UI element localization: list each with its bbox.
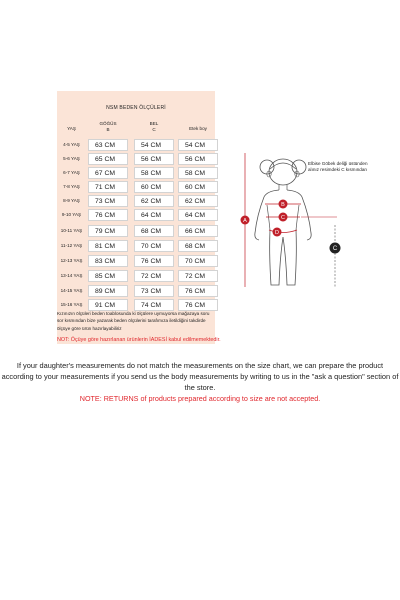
row-age: 11-12 YAŞ bbox=[60, 243, 83, 248]
row-chest: 83 CM bbox=[88, 255, 128, 267]
row-waist: 54 CM bbox=[134, 139, 174, 151]
row-chest: 63 CM bbox=[88, 139, 128, 151]
size-chart-title: NSM BEDEN ÖLÇÜLERİ bbox=[106, 105, 166, 111]
row-waist: 73 CM bbox=[134, 285, 174, 297]
row-waist: 72 CM bbox=[134, 270, 174, 282]
row-length: 68 CM bbox=[178, 240, 218, 252]
row-waist: 60 CM bbox=[134, 181, 174, 193]
row-age: 4-5 YAŞ bbox=[63, 142, 80, 147]
row-chest: 81 CM bbox=[88, 240, 128, 252]
header-waist-label: BEL bbox=[149, 121, 159, 126]
header-age bbox=[57, 126, 86, 132]
label-b bbox=[279, 200, 288, 209]
row-waist: 62 CM bbox=[134, 195, 174, 207]
row-chest: 89 CM bbox=[88, 285, 128, 297]
row-length: 70 CM bbox=[178, 255, 218, 267]
row-age: 13-14 YAŞ bbox=[60, 273, 83, 278]
row-age: 6-7 YAŞ bbox=[63, 170, 80, 175]
table-row bbox=[57, 209, 217, 221]
english-instructions: If your daughter's measurements do not match the measurements on the size chart, we can prepare the product according to your measurements if you send us the body measurements by writing to us in the "ask a question" section of the store. bbox=[1, 361, 399, 392]
label-c-side bbox=[330, 243, 341, 254]
row-chest: 91 CM bbox=[88, 299, 128, 311]
label-d bbox=[273, 228, 282, 237]
row-waist: 68 CM bbox=[134, 225, 174, 237]
header-chest-sub: B bbox=[106, 127, 110, 132]
header-chest bbox=[88, 121, 128, 133]
row-length: 62 CM bbox=[178, 195, 218, 207]
row-chest: 65 CM bbox=[88, 153, 128, 165]
table-row bbox=[57, 181, 217, 193]
header-waist bbox=[134, 121, 174, 133]
row-chest: 85 CM bbox=[88, 270, 128, 282]
row-age: 7-8 YAŞ bbox=[63, 184, 80, 189]
row-age: 5-6 YAŞ bbox=[63, 156, 80, 161]
table-row bbox=[57, 195, 217, 207]
header-length-label: Etek boy bbox=[189, 126, 207, 131]
row-waist: 74 CM bbox=[134, 299, 174, 311]
header-chest-label: GÖĞÜS bbox=[99, 121, 117, 126]
table-row bbox=[57, 270, 217, 282]
row-length: 64 CM bbox=[178, 209, 218, 221]
label-d-text: D bbox=[275, 230, 279, 236]
row-age: 14-15 YAŞ bbox=[60, 288, 83, 293]
row-waist: 56 CM bbox=[134, 153, 174, 165]
row-waist: 76 CM bbox=[134, 255, 174, 267]
header-waist-sub: C bbox=[152, 127, 156, 132]
table-row bbox=[57, 255, 217, 267]
row-chest: 79 CM bbox=[88, 225, 128, 237]
label-b-text: B bbox=[281, 202, 285, 208]
english-returns-note: NOTE: RETURNS of products prepared according to size are not accepted. bbox=[79, 394, 321, 403]
header-length bbox=[178, 126, 218, 132]
footnote-turkish: Kızınızın ölçüleri beden toablosunda ki ölçülere uymuyorsa mağazaya soru sor kısmından bize yazarak beden ölçülerini tarafımıza iletildiğini takdirde ölçüye göre ürün hazırlayabiliriz bbox=[57, 311, 210, 331]
row-age: 15-16 YAŞ bbox=[60, 302, 83, 307]
row-length: 54 CM bbox=[178, 139, 218, 151]
row-length: 58 CM bbox=[178, 167, 218, 179]
row-length: 60 CM bbox=[178, 181, 218, 193]
label-c-body-text: C bbox=[281, 215, 285, 221]
table-row bbox=[57, 153, 217, 165]
row-chest: 76 CM bbox=[88, 209, 128, 221]
header-age-label: YAŞ bbox=[67, 126, 76, 131]
row-waist: 58 CM bbox=[134, 167, 174, 179]
row-age: 9-10 YAŞ bbox=[61, 212, 82, 217]
table-row bbox=[57, 225, 217, 237]
row-chest: 67 CM bbox=[88, 167, 128, 179]
note-turkish: NOT: Öçüye göre hazırlanan ürünlerin İADESİ kabul edilmemektedir. bbox=[57, 337, 221, 343]
label-c-body bbox=[279, 213, 288, 222]
label-a bbox=[241, 216, 250, 225]
label-c-side-text: C bbox=[332, 246, 338, 253]
row-length: 56 CM bbox=[178, 153, 218, 165]
row-chest: 71 CM bbox=[88, 181, 128, 193]
row-chest: 73 CM bbox=[88, 195, 128, 207]
row-length: 72 CM bbox=[178, 270, 218, 282]
table-row bbox=[57, 139, 217, 151]
row-age: 10-11 YAŞ bbox=[60, 228, 83, 233]
row-waist: 64 CM bbox=[134, 209, 174, 221]
table-row bbox=[57, 167, 217, 179]
row-waist: 70 CM bbox=[134, 240, 174, 252]
row-length: 76 CM bbox=[178, 299, 218, 311]
row-length: 66 CM bbox=[178, 225, 218, 237]
row-age: 12-13 YAŞ bbox=[60, 258, 83, 263]
figure-instruction-text: Elbise Göbek deliği üstünden alınız resimdeki C kısmından bbox=[308, 161, 368, 173]
label-a-text: A bbox=[243, 218, 247, 224]
table-row bbox=[57, 285, 217, 297]
table-row bbox=[57, 240, 217, 252]
table-header bbox=[57, 120, 215, 138]
row-age: 8-9 YAŞ bbox=[63, 198, 80, 203]
row-length: 76 CM bbox=[178, 285, 218, 297]
